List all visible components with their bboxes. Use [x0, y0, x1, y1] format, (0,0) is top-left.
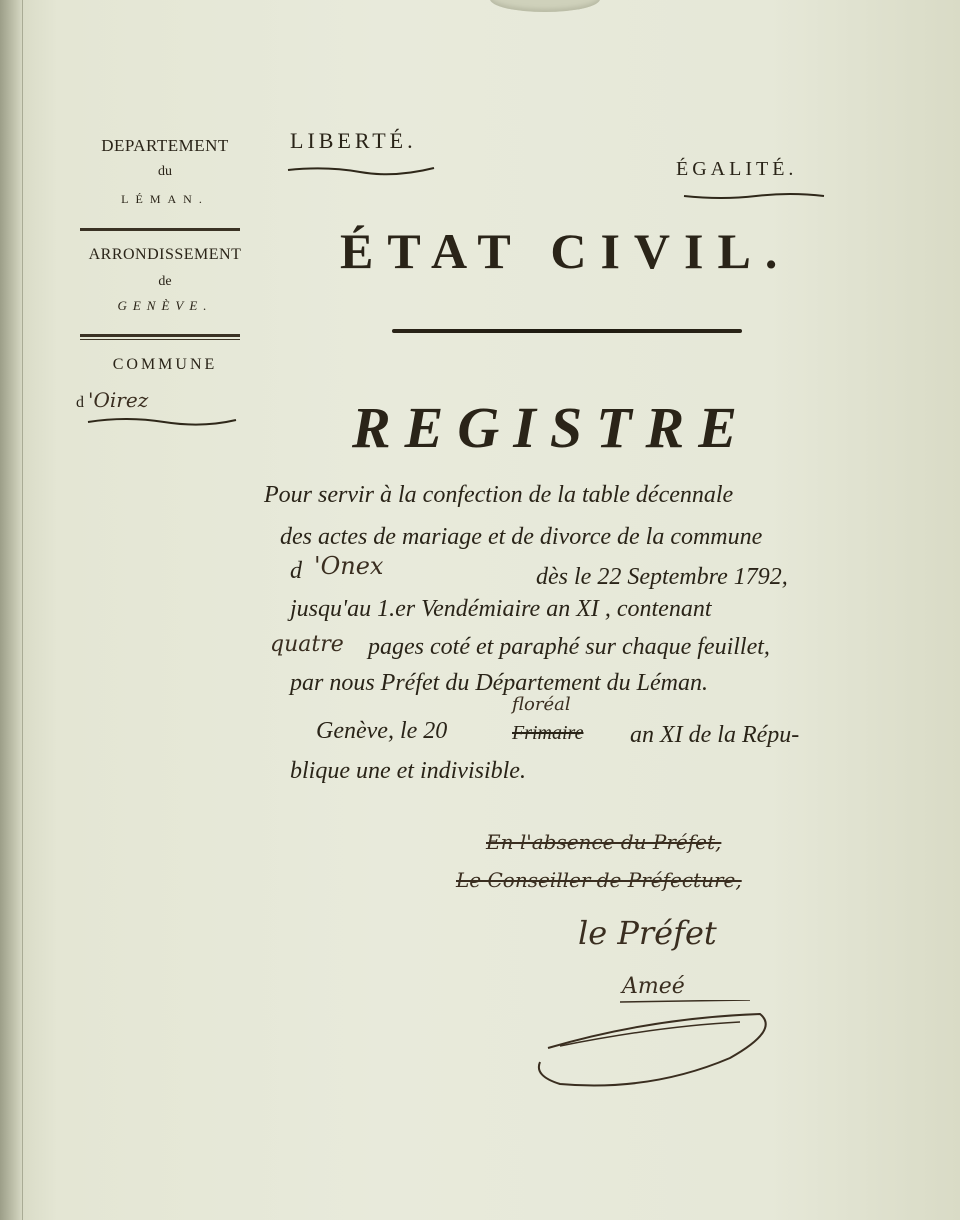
- divider-rule-thin: [80, 339, 240, 340]
- body-line-3-handwritten: 'Onex: [314, 552, 384, 580]
- commune-line: [76, 388, 148, 412]
- title-rule: [392, 329, 742, 333]
- motto-egalite: ÉGALITÉ.: [676, 158, 798, 180]
- liberte-swash: [286, 164, 436, 178]
- page-fold: [490, 0, 600, 12]
- arrondissement-name: GENÈVE.: [117, 298, 213, 313]
- egalite-swash: [682, 190, 826, 204]
- date-month-struck: Frimaire: [512, 722, 584, 744]
- body-line-4: jusqu'au 1.er Vendémiaire an XI , contenant: [290, 596, 712, 622]
- body-line-6: par nous Préfet du Département du Léman.: [290, 670, 708, 696]
- commune-swash: [86, 414, 240, 430]
- date-line-2: blique une et indivisible.: [290, 758, 526, 784]
- le-prefet-signature: le Préfet: [578, 914, 717, 952]
- register-heading: REGISTRE: [352, 395, 751, 460]
- body-line-3-prefix: d: [290, 558, 302, 584]
- body-line-5-rest: pages coté et paraphé sur chaque feuillet,: [368, 634, 770, 660]
- commune-label: COMMUNE: [112, 356, 218, 373]
- page-title: ÉTAT CIVIL.: [340, 223, 792, 279]
- struck-conseiller-line: Le Conseiller de Préfecture,: [456, 868, 742, 892]
- date-prefix: Genève, le 20: [316, 718, 448, 744]
- commune-prefix: d: [76, 394, 84, 411]
- departement-name: LÉMAN.: [121, 192, 209, 206]
- body-line-5-handwritten: quatre: [270, 632, 344, 657]
- body-line-3-rest: dès le 22 Septembre 1792,: [536, 564, 788, 590]
- body-line-2: des actes de mariage et de divorce de la commune: [280, 524, 763, 550]
- departement-du: du: [158, 164, 172, 179]
- date-rest: an XI de la Répu-: [630, 722, 800, 748]
- arrondissement-label: ARRONDISSEMENT: [88, 246, 242, 263]
- commune-handwritten: 'Oirez: [88, 388, 149, 412]
- date-month-correction: floréal: [512, 694, 571, 715]
- book-binding-edge: [0, 0, 23, 1220]
- struck-absence-line: En l'absence du Préfet,: [486, 830, 722, 854]
- divider-rule: [80, 228, 240, 231]
- signature-paraph: [530, 1000, 780, 1096]
- motto-liberte: LIBERTÉ.: [290, 128, 417, 153]
- divider-rule: [80, 334, 240, 337]
- body-line-1: Pour servir à la confection de la table décennale: [264, 482, 734, 508]
- departement-label: DEPARTEMENT: [101, 136, 229, 155]
- arrondissement-de: de: [158, 274, 172, 289]
- prefet-name-signature: Ameé: [622, 974, 685, 999]
